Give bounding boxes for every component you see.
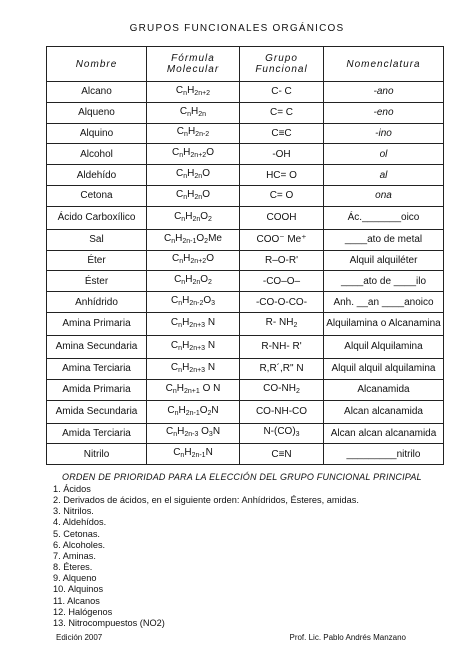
table-row [47, 271, 444, 292]
cell-nomenclatura: -ano [324, 82, 444, 103]
cell-formula: $C_nH_{2n+2}$ [147, 82, 240, 103]
cell-nomenclatura: Ác._______oico [324, 206, 444, 229]
functional-groups-table [46, 46, 444, 465]
table-row [47, 292, 444, 313]
cell-formula: $C_nH_{2n-1}O_2Me$ [147, 229, 240, 250]
table-row [47, 144, 444, 165]
cell-formula: $C_nH_{2n+3}$ N [147, 335, 240, 358]
cell-grupo: -OH [240, 144, 324, 165]
header-grupo: Grupo Funcional [240, 47, 324, 82]
cell-nombre: Amida Secundaria [47, 400, 147, 423]
cell-nomenclatura: Alquil alquil alquilamina [324, 358, 444, 379]
priority-item: 12. Halógenos [53, 606, 113, 617]
priority-item: 11. Alcanos [53, 595, 100, 606]
table-header-row [47, 47, 444, 82]
table-row [47, 250, 444, 271]
table-row [47, 312, 444, 335]
cell-nombre: Éster [47, 271, 147, 292]
cell-nombre: Sal [47, 229, 147, 250]
cell-nomenclatura: ____ato de metal [324, 229, 444, 250]
cell-nombre: Éter [47, 250, 147, 271]
cell-nombre: Alquino [47, 123, 147, 144]
cell-nombre: Alcohol [47, 144, 147, 165]
cell-nomenclatura: -ino [324, 123, 444, 144]
cell-nombre: Ácido Carboxílico [47, 206, 147, 229]
cell-formula: $C_nH_{2n}O_2$ [147, 271, 240, 292]
cell-grupo: COOH [240, 206, 324, 229]
cell-nomenclatura: ona [324, 185, 444, 206]
priority-item: 8. Éteres. [53, 562, 93, 573]
cell-formula: $C_nH_{2n}O_2$ [147, 206, 240, 229]
priority-item: 5. Cetonas. [53, 528, 100, 539]
cell-formula: $C_nH_{2n-2}$ [147, 123, 240, 144]
cell-nomenclatura: al [324, 165, 444, 186]
table-row [47, 423, 444, 444]
cell-nombre: Aldehído [47, 165, 147, 186]
cell-nombre: Alqueno [47, 102, 147, 123]
cell-formula: $C_nH_{2n-1}N$ [147, 444, 240, 465]
cell-nomenclatura: _________nitrilo [324, 444, 444, 465]
priority-item: 9. Alqueno [53, 573, 97, 584]
cell-nombre: Amida Primaria [47, 379, 147, 400]
cell-grupo: $CO-NH_2$ [240, 379, 324, 400]
header-nomenclatura: Nomenclatura [324, 47, 444, 82]
cell-nomenclatura: Anh. __an ____anoico [324, 292, 444, 313]
table-row [47, 444, 444, 465]
cell-grupo: C- C [240, 82, 324, 103]
cell-grupo: C= O [240, 185, 324, 206]
priority-item: 1. Ácidos [53, 484, 91, 494]
cell-nomenclatura: Alquil alquiléter [324, 250, 444, 271]
cell-formula: $C_nH_{2n-2}O_3$ [147, 292, 240, 313]
cell-grupo: C≡C [240, 123, 324, 144]
priority-item: 13. Nitrocompuestos (NO2) [53, 617, 165, 628]
cell-nomenclatura: Alcan alcan alcanamida [324, 423, 444, 444]
cell-nombre: Amina Secundaria [47, 335, 147, 358]
cell-grupo: C= C [240, 102, 324, 123]
header-nombre: Nombre [47, 47, 147, 82]
cell-formula: $C_nH_{2n+3}$ N [147, 312, 240, 335]
cell-grupo: HC= O [240, 165, 324, 186]
cell-nomenclatura: -eno [324, 102, 444, 123]
priority-item: 2. Derivados de ácidos, en el siguiente orden: Anhídridos, Ésteres, amidas. [53, 495, 359, 506]
cell-nombre: Anhídrido [47, 292, 147, 313]
cell-formula: $C_nH_{2n}O$ [147, 185, 240, 206]
cell-nombre: Nitrilo [47, 444, 147, 465]
priority-item: 6. Alcoholes. [53, 539, 106, 550]
priority-item: 3. Nitrilos. [53, 506, 94, 517]
table-row [47, 379, 444, 400]
priority-item: 7. Aminas. [53, 550, 96, 561]
cell-nombre: Amina Primaria [47, 312, 147, 335]
cell-formula: $C_nH_{2n}O$ [147, 165, 240, 186]
cell-formula: $C_nH_{2n+2}O$ [147, 144, 240, 165]
cell-nombre: Amina Terciaria [47, 358, 147, 379]
footer-edition: Edición 2007 [56, 633, 103, 642]
cell-grupo: COO⁻ Me⁺ [240, 229, 324, 250]
cell-nombre: Alcano [47, 82, 147, 103]
cell-formula: $C_nH_{2n-1}O_2N$ [147, 400, 240, 423]
table-row [47, 206, 444, 229]
cell-nomenclatura: ol [324, 144, 444, 165]
footer-author: Prof. Lic. Pablo Andrés Manzano [289, 633, 406, 642]
cell-formula: $C_nH_{2n+3}$ N [147, 358, 240, 379]
cell-grupo: R,R´,R" N [240, 358, 324, 379]
cell-formula: $C_nH_{2n-3}$ $O_3N$ [147, 423, 240, 444]
cell-grupo: R–O-R' [240, 250, 324, 271]
cell-formula: $C_nH_{2n+2}O$ [147, 250, 240, 271]
table-row [47, 185, 444, 206]
cell-grupo: R-NH- R' [240, 335, 324, 358]
table-row [47, 358, 444, 379]
priority-item: 4. Aldehídos. [53, 517, 107, 528]
table-row [47, 165, 444, 186]
cell-nomenclatura: Alquilamina o Alcanamina [324, 312, 444, 335]
cell-grupo: $N-(CO)_3$ [240, 423, 324, 444]
header-formula: Fórmula Molecular [147, 47, 240, 82]
cell-nomenclatura: Alcanamida [324, 379, 444, 400]
table-row [47, 102, 444, 123]
table-row [47, 123, 444, 144]
cell-nomenclatura: Alcan alcanamida [324, 400, 444, 423]
cell-nomenclatura: ____ato de ____ilo [324, 271, 444, 292]
table-row [47, 82, 444, 103]
cell-nombre: Amida Terciaria [47, 423, 147, 444]
priority-list [53, 484, 359, 629]
table-row [47, 400, 444, 423]
cell-nomenclatura: Alquil Alquilamina [324, 335, 444, 358]
table-row [47, 335, 444, 358]
cell-formula: $C_nH_{2n+1}$ O N [147, 379, 240, 400]
table-body [47, 82, 444, 465]
cell-grupo: -CO-O-CO- [240, 292, 324, 313]
cell-grupo: R- $NH_2$ [240, 312, 324, 335]
cell-formula: $C_nH_{2n}$ [147, 102, 240, 123]
cell-grupo: C≡N [240, 444, 324, 465]
priority-title: ORDEN DE PRIORIDAD PARA LA ELECCIÓN DEL GRUPO FUNCIONAL PRINCIPAL [62, 472, 422, 482]
priority-item: 10. Alquinos [53, 584, 104, 595]
cell-grupo: -CO–O– [240, 271, 324, 292]
page-title: GRUPOS FUNCIONALES ORGÁNICOS [129, 23, 345, 34]
cell-nombre: Cetona [47, 185, 147, 206]
cell-grupo: CO-NH-CO [240, 400, 324, 423]
table-row [47, 229, 444, 250]
